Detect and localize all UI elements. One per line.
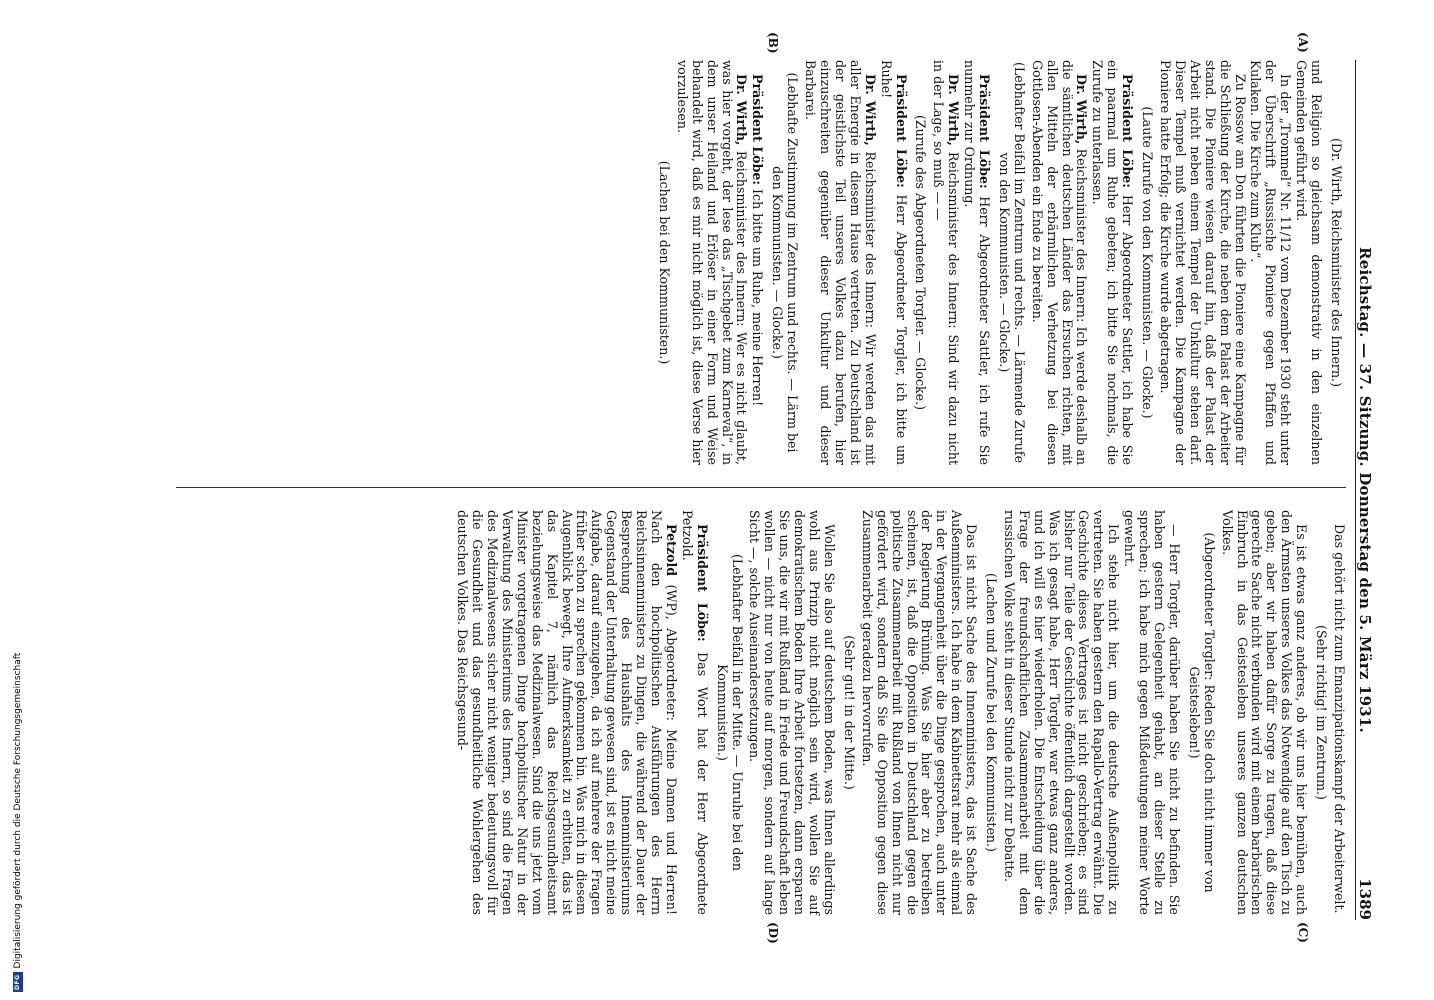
speech-text: Das Wort hat der Herr Abgeordnete Petzold.	[679, 510, 710, 915]
speaker-continuation: (Dr. Wirth, Reichsminister des Innern.)	[1329, 138, 1344, 387]
interjection: (Lebhafte Zustimmung im Zentrum und rechts. — Lärm bei den Kommunisten. — Glocke.)	[770, 72, 801, 453]
digitization-note: Digitalisierung gefördert durch die Deutsche Forschungsgemeinschaft	[13, 652, 23, 969]
document-page	[130, 32, 1380, 944]
speech-text: Reichsminister des Innern: Wir werden das mit aller Energie in diesem Hause vertreten. Zu Deutschland ist der geistlichste Teil unseres Volkes dazu berufen, hier einzuschreiten gegenüber dieser Unkultur und dieser Barbarei.	[803, 60, 878, 466]
paragraph: Ich stehe nicht hier, um die deutsche Außenpolitik zu vertreten. Sie haben gestern den Rapallo-Vertrag erwähnt. Die Geschichte dieses Vertrages ist nicht geschrieben; es sind bisher nur Teile der Geschichte öffentlich dargestellt worden. Was ich gesagt habe, Herr Torgler, war etwas ganz anderes, und ich will es hier wiederholen. Die Entscheidung über die Frage der freundschaftlichen Zusammenarbeit mit dem russischen Volke steht in dieser Stunde nicht zur Debatte.	[1001, 510, 1122, 915]
interjection: (Lachen und Zurufe bei den Kommunisten.)	[984, 573, 1000, 852]
margin-mark-b: (B)	[766, 32, 780, 54]
speaker-name: Präsident Löbe:	[694, 524, 710, 642]
paragraph	[1029, 60, 1089, 465]
speaker-name: Petzold	[663, 524, 679, 577]
page-number: 1389	[1356, 878, 1374, 920]
paragraph	[1090, 60, 1135, 465]
paragraph: Das gehört nicht zum Emanzipationskampf der Arbeiterwelt.	[1332, 524, 1347, 914]
column-divider	[176, 487, 1346, 488]
paragraph: und Religion so gleichsam demonstrativ in den einzelnen Gemeinden geführt wird.	[1294, 60, 1325, 465]
paragraph: Zu Rossow am Don führten die Pioniere eine Kampagne für die Schließung der Kirche, die neben dem Palast der Arbeiter stand. Die Pioniere wiesen darauf hin, daß der Palast der Arbeit nicht neben einem Tempel der Unkultur stehen darf. Dieser Tempel muß vernichtet werden. Die Kampagne der Pioniere hatte Erfolg; die Kirche wurde abgetragen.	[1158, 60, 1248, 465]
page-header	[1355, 60, 1380, 920]
interjection: (Lebhafter Beifall im Zentrum und rechts. — Lärmende Zurufe von den Kommunisten. — Glocke.)	[996, 61, 1027, 464]
speaker-name: Dr. Wirth,	[946, 74, 962, 146]
paragraph: Das ist nicht Sache des Innenministers, das ist Sache des Außenministers. Ich habe in dem Kabinettsrat mehr als einmal in der Vergangenheit über die Dinge gesprochen, auch unter der Regierung Brüning. Was Sie hier aber zu betreiben scheinen, ist, daß die Opposition in Deutschland gegen die politische Zusammenarbeit mit Rußland von Ihnen nicht nur gefördert wird, sondern daß Sie die Opposition gegen diese Zusammenarbeit geradezu hervorrufen.	[859, 510, 980, 915]
right-column	[166, 510, 1346, 915]
interjection: (Sehr richtig! im Zentrum.)	[1314, 625, 1330, 800]
interjection: (Lebhafter Beifall in der Mitte. — Unruhe bei den Kommunisten.)	[714, 554, 745, 871]
speaker-name: Dr. Wirth,	[862, 74, 878, 146]
speech-text: Reichsminister des Innern: Wer es nicht glaubt, was hier vorgeht, der lese das „Tischgebet zum Karneval“, in dem unser Heiland und Erlöser in einer Form und Weise behandelt wird, daß es mir nicht möglich ist, diese Verse hier vorzulesen.	[674, 60, 750, 465]
left-column	[166, 60, 1346, 465]
paragraph: In der „Trommel“ Nr. 11/12 vom Dezember 1930 steht unter der Überschrift „Russische Pioniere gegen Pfaffen und Kulaken. Die Kirche zum Klub“.	[1248, 60, 1294, 465]
speaker-name: Dr. Wirth,	[1074, 74, 1090, 145]
speaker-name: Präsident Löbe:	[750, 74, 766, 186]
paragraph: Es ist etwas ganz anderes, ob wir uns hier bemühen, auch den Ärmsten unseres Volkes das Notwendige auf den Tisch zu geben; aber wir haben dafür Sorge zu tragen, daß diese gerechte Sache nicht verbunden wird mit einem barbarischen Einbruch in das Geistesleben unseres ganzen deutschen Volkes.	[1219, 510, 1310, 915]
interjection: (Lachen bei den Kommunisten.)	[656, 160, 672, 365]
interjection: (Zurufe des Abgeordneten Torgler. — Glocke.)	[913, 114, 929, 411]
speech-text: Herr Abgeordneter Torgler, ich bitte um Ruhe!	[878, 60, 909, 465]
paragraph	[961, 60, 991, 465]
speech-text: Reichsminister des Innern: Sind wir dazu nicht in der Lage, so muß — —	[931, 60, 962, 465]
paragraph	[802, 60, 877, 465]
paragraph	[749, 60, 764, 465]
dfg-logo: DFG	[14, 974, 21, 990]
paragraph	[679, 510, 709, 915]
paragraph	[930, 60, 960, 465]
digitization-credit	[12, 652, 24, 992]
interjection: (Laute Zurufe von den Kommunisten. — Glocke.)	[1140, 106, 1156, 419]
paragraph: — Herr Torgler, darüber haben Sie nicht zu befinden. Sie haben gestern Gelegenheit gehabt, an dieser Stelle zu sprechen; ich habe mich gegen Mißdeutungen meiner Worte gewehrt.	[1122, 510, 1182, 915]
margin-mark-c: (C)	[1296, 922, 1310, 943]
interjection: (Sehr gut! in der Mitte.)	[841, 635, 857, 790]
page-title: Reichstag. — 37. Sitzung. Donnerstag den 5. März 1931.	[1356, 247, 1374, 733]
paragraph	[674, 60, 749, 465]
speech-text: (WP), Abgeordneter: Meine Damen und Herren! Nach den hochpolitischen Ausführungen des Herrn Reichsinnenministers zu Dingen, die während der Dauer der Besprechung des Haushalts des Innenministeriums Gegenstand der Unterhaltung gewesen sind, ist es nicht meine Aufgabe, darauf einzugehen, da ich auf mehrere der Fragen früher schon zu sprechen gekommen bin. Was mich in diesem Augenblick bewegt, Ihre Aufmerksamkeit zu erbitten, das ist das Kapitel 7, nämlich das Reichsgesundheitsamt beziehungsweise das Medizinalwesen. Sind die uns jetzt vom Minister vorgetragenen Dinge hochpolitischer Natur in der Verwaltung des Ministeriums des Innern, so sind die Fragen des Medizinalwesens sicher nicht weniger bedeutungsvoll für die Gesundheit und das gesundheitliche Wohlergehen des deutschen Volkes. Das Reichsgesund-	[455, 510, 679, 915]
margin-mark-d: (D)	[766, 922, 780, 944]
paragraph	[878, 60, 908, 465]
speaker-name: Präsident Löbe:	[893, 74, 909, 188]
speech-text: Herr Abgeordneter Sattler, ich habe Sie ein paarmal um Ruhe gebeten; ich bitte Sie nochmals, die Zurufe zu unterlassen.	[1090, 60, 1136, 465]
speaker-name: Präsident Löbe:	[977, 74, 993, 189]
paragraph: Wollen Sie also auf deutschem Boden, was Ihnen allerdings wohl aus Prinzip nicht möglich sein wird, wollen Sie auf demokratischem Boden Ihre Arbeit fortsetzen, dann ersparen Sie uns, die wir mit Rußland in Friede und Freundschaft leben wollen — nicht nur von heute auf morgen, sondern auf lange Sicht —, solche Auseinandersetzungen.	[747, 510, 837, 915]
speech-text: Ich bitte um Ruhe, meine Herren!	[750, 185, 766, 407]
speech-text: Herr Abgeordneter Sattler, ich rufe Sie nunmehr zur Ordnung.	[962, 60, 993, 465]
speaker-name: Dr. Wirth,	[734, 74, 750, 146]
margin-mark-a: (A)	[1296, 32, 1310, 53]
interjection: (Abgeordneter Torgler: Reden Sie doch nicht immer von Geistesleben!)	[1186, 532, 1217, 893]
paragraph	[454, 510, 678, 915]
speaker-name: Präsident Löbe:	[1120, 74, 1136, 188]
speech-text: Reichsminister des Innern: Ich werde deshalb an die sämtlichen deutschen Länder das Ersuchen richten, mit allen Mitteln der erbärmlichen Verhetzung bei diesen Gottlosen-Abenden ein Ende zu bereiten.	[1029, 60, 1090, 466]
